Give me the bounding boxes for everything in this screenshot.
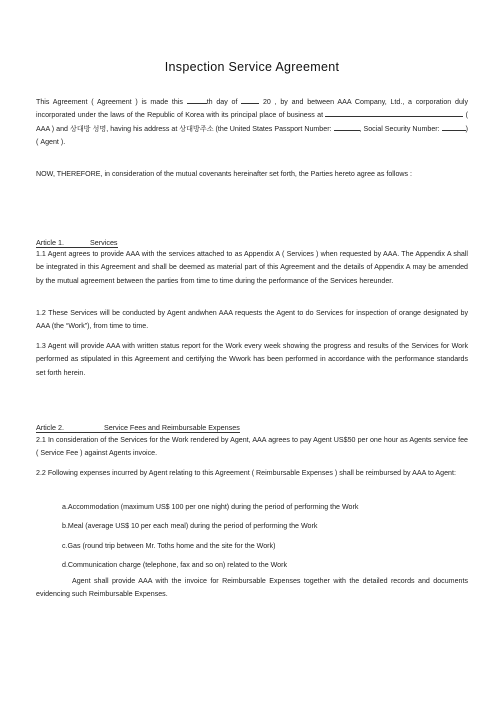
expense-list bbox=[62, 498, 472, 576]
clause-2-1 bbox=[36, 434, 468, 461]
expense-closing bbox=[36, 575, 468, 602]
clause-2-2 bbox=[36, 467, 468, 480]
recital-text: NOW, THEREFORE, in consideration of the mutual covenants hereinafter set forth, the Parties hereto agree as follows : bbox=[36, 170, 413, 178]
clause-1-3-text: 1.3 Agent will provide AAA with written status report for the Work every week showing the progress and results of the Services for Work performed as stipulated in this Agreement and certifying the Wwork has been performed in accordance with the performance standards set forth herein. bbox=[36, 342, 468, 377]
recital-paragraph bbox=[36, 168, 468, 181]
clause-1-1 bbox=[36, 248, 468, 288]
intro-paragraph bbox=[36, 96, 468, 150]
clause-2-2-text: 2.2 Following expenses incurred by Agent relating to this Agreement ( Reimbursable Expenses ) shall be reimbursed by AAA to Agent: bbox=[36, 469, 456, 477]
intro-text-5: , Social Security Number: bbox=[359, 124, 442, 133]
blank-passport bbox=[334, 123, 360, 131]
clause-2-1-text: 2.1 In consideration of the Services for the Work rendered by Agent, AAA agrees to pay Agent US$50 per one hour as Agents service fee ( Service Fee ) against Agents invoice. bbox=[36, 436, 468, 458]
document-title: Inspection Service Agreement bbox=[164, 60, 340, 74]
blank-month bbox=[241, 96, 259, 104]
article-1-heading bbox=[36, 238, 468, 248]
article-2-title: Service Fees and Reimbursable Expenses bbox=[103, 423, 240, 432]
article-1-number: Article 1. bbox=[36, 238, 64, 247]
blank-day bbox=[187, 96, 207, 104]
intro-text-2: th day of bbox=[206, 98, 242, 106]
intro-text-3: 20 , by and between AAA Company, Ltd., a corporation duly incorporated under the laws of the Republic of Korea with its principal place of business at bbox=[36, 98, 469, 120]
clause-1-1-text: 1.1 Agent agrees to provide AAA with the services attached to as Appendix A ( Services ) when requested by AAA. The Appendix A shall be integrated in this Agreement and shall be deemed as material part of this Agreement and the details of Appendix A may be amended by the mutual agreement between the parties from time to time during the performance of the Services hereunder. bbox=[36, 250, 468, 285]
expense-closing-text: Agent shall provide AAA with the invoice for Reimbursable Expenses together with the detailed records and documents evidencing such Reimbursable Expenses. bbox=[36, 577, 468, 599]
intro-text-4: ( AAA ) and 상대방 성명, having his address at 상대방주소 (the United States Passport Number: bbox=[36, 111, 468, 133]
article-2-number: Article 2. bbox=[36, 423, 64, 432]
intro-text-6: ) ( Agent ). bbox=[36, 124, 468, 147]
list-item: c.Gas (round trip between Mr. Toths home and the site for the Work) bbox=[62, 541, 276, 550]
intro-text-1: This Agreement ( Agreement ) is made this bbox=[36, 98, 187, 106]
list-item: b.Meal (average US$ 10 per each meal) during the period of performing the Work bbox=[62, 522, 318, 531]
list-item: d.Communication charge (telephone, fax and so on) related to the Work bbox=[62, 561, 288, 570]
article-2-heading bbox=[36, 423, 468, 433]
blank-address bbox=[325, 109, 463, 117]
article-1-title: Services bbox=[89, 238, 118, 247]
clause-1-2-text: 1.2 These Services will be conducted by Agent andwhen AAA requests the Agent to do Services for inspection of orange designated by AAA (the “Work”), from time to time. bbox=[36, 309, 468, 331]
blank-ssn bbox=[442, 123, 466, 131]
clause-1-2 bbox=[36, 307, 468, 334]
list-item: a.Accommodation (maximum US$ 100 per one night) during the period of performing the Work bbox=[62, 503, 359, 511]
clause-1-3 bbox=[36, 340, 468, 380]
